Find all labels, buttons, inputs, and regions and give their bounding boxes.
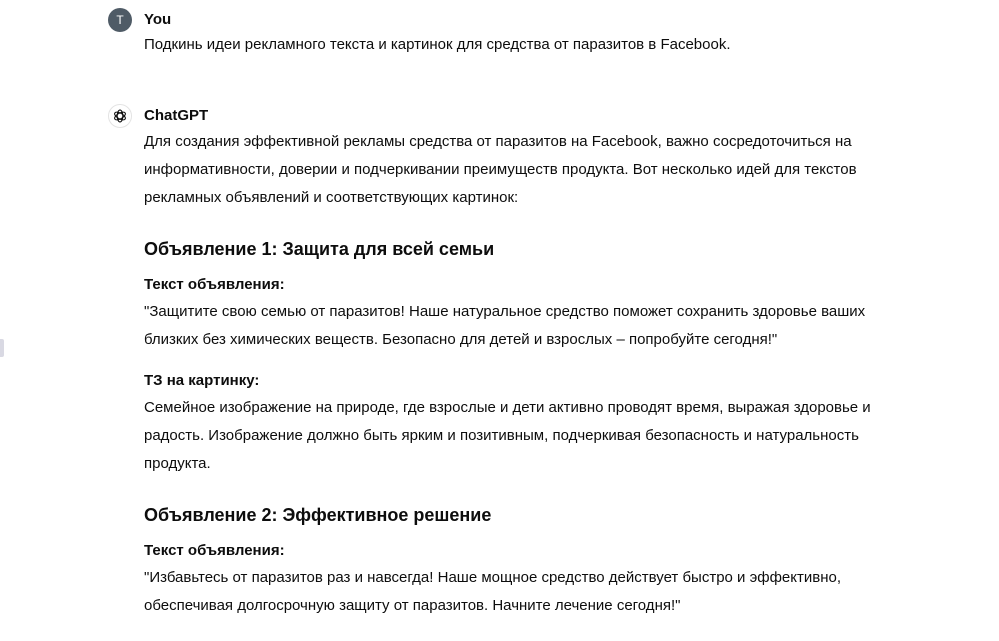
- assistant-intro-text: Для создания эффективной рекламы средства от паразитов на Facebook, важно сосредоточиться на информативности, доверии и подчеркивании преимуществ продукта. Вот несколько идей для текстов рекламных объявлений и соответствующих картинок:: [144, 133, 857, 206]
- ad-2-text: "Избавьтесь от паразитов раз и навсегда! Наше мощное средство действует быстро и эффективно, обеспечивая долгосрочную защиту от паразитов. Начните лечение сегодня!": [144, 569, 842, 614]
- ad-1-image-spec-label: ТЗ на картинку:: [144, 372, 260, 389]
- ad-1-text: "Защитите свою семью от паразитов! Наше натуральное средство поможет сохранить здоровье ваших близких без химических веществ. Безопасно для детей и взрослых – попробуйте сегодня!": [144, 303, 866, 348]
- sidebar-toggle-handle[interactable]: [0, 339, 4, 357]
- ad-2-heading: Объявление 2: Эффективное решение: [144, 505, 492, 525]
- openai-logo-icon-svg: [112, 108, 128, 124]
- openai-logo-icon: [108, 104, 132, 128]
- ad-1-heading: Объявление 1: Защита для всей семьи: [144, 239, 495, 259]
- ad-1-text-label: Текст объявления:: [144, 276, 285, 293]
- user-message-text: Подкинь идеи рекламного текста и картинок для средства от паразитов в Facebook.: [144, 36, 731, 53]
- assistant-author-name: ChatGPT: [144, 107, 209, 124]
- ad-1-image-spec: Семейное изображение на природе, где взрослые и дети активно проводят время, выражая здоровье и радость. Изображение должно быть ярким и позитивным, подчеркивая безопасность и натуральность продукта.: [144, 399, 871, 472]
- assistant-message-content: [144, 128, 884, 620]
- user-author-name: You: [144, 11, 172, 28]
- ad-2-text-label: Текст объявления:: [144, 542, 285, 559]
- user-avatar: T: [108, 8, 132, 32]
- user-message-content: [144, 32, 884, 56]
